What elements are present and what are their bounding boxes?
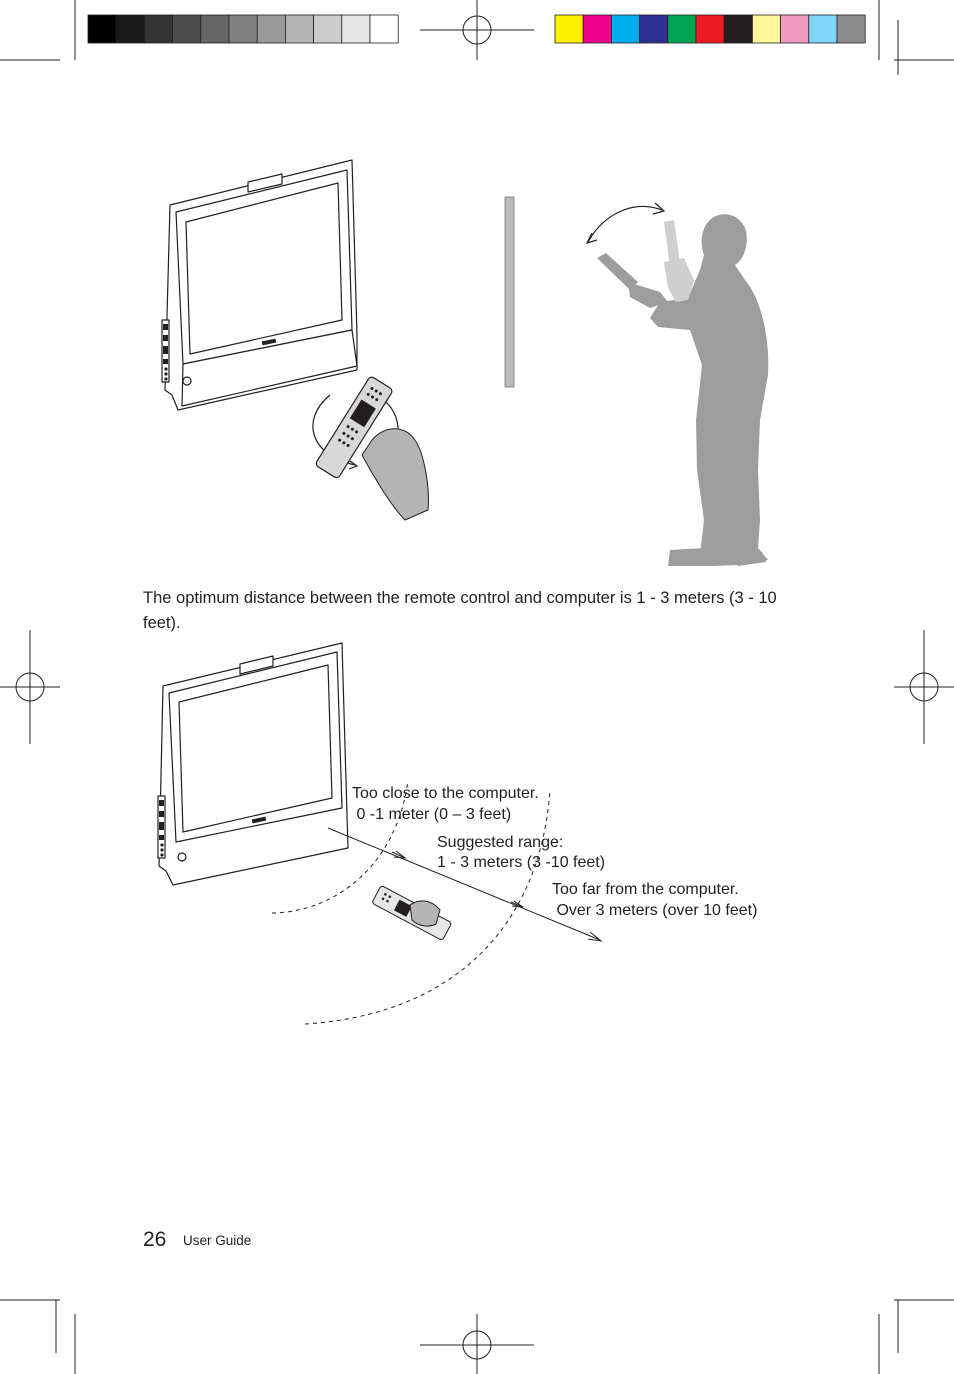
process-swatch: [611, 15, 639, 43]
process-color-bar: [555, 15, 865, 43]
running-footer-title: User Guide: [183, 1233, 252, 1248]
process-swatch: [696, 15, 724, 43]
process-swatch: [724, 15, 752, 43]
gray-swatch: [88, 15, 116, 43]
zone-close-range: 0 -1 meter (0 – 3 feet): [352, 806, 512, 823]
wall-obstacle: [505, 197, 514, 387]
distance-paragraph: The optimum distance between the remote control and computer is 1 - 3 meters (3 - 10 feet).: [143, 589, 777, 632]
monitor-illustration-bottom: [158, 643, 348, 885]
process-swatch: [781, 15, 809, 43]
gray-swatch: [144, 15, 172, 43]
gray-swatch: [116, 15, 144, 43]
zone-close-title: Too close to the computer.: [352, 785, 539, 802]
gray-swatch: [285, 15, 313, 43]
gray-swatch: [257, 15, 285, 43]
process-swatch: [555, 15, 583, 43]
gray-swatch: [314, 15, 342, 43]
monitor-illustration-top: [162, 160, 357, 410]
zone-suggested-title: Suggested range:: [437, 834, 564, 851]
registration-target-right: [894, 630, 954, 744]
motion-arrow: [587, 203, 664, 243]
gray-swatch: [229, 15, 257, 43]
gray-swatch: [173, 15, 201, 43]
zone-far-title: Too far from the computer.: [552, 881, 739, 898]
registration-target-left: [0, 630, 60, 744]
process-swatch: [752, 15, 780, 43]
grayscale-color-bar: [88, 15, 398, 43]
registration-target-bottom: [420, 1314, 534, 1374]
gray-swatch: [201, 15, 229, 43]
page-number: 26: [143, 1228, 167, 1251]
process-swatch: [837, 15, 865, 43]
zone-far-range: Over 3 meters (over 10 feet): [552, 902, 758, 919]
process-swatch: [809, 15, 837, 43]
remote-control-bottom: [372, 885, 452, 940]
gray-swatch: [342, 15, 370, 43]
process-swatch: [668, 15, 696, 43]
process-swatch: [640, 15, 668, 43]
gray-swatch: [370, 15, 398, 43]
zone-suggested-range: 1 - 3 meters (3 -10 feet): [437, 854, 606, 871]
person-silhouette: [597, 214, 768, 566]
process-swatch: [583, 15, 611, 43]
registration-target-top: [420, 0, 534, 60]
remote-tilt-illustration: [313, 376, 429, 520]
